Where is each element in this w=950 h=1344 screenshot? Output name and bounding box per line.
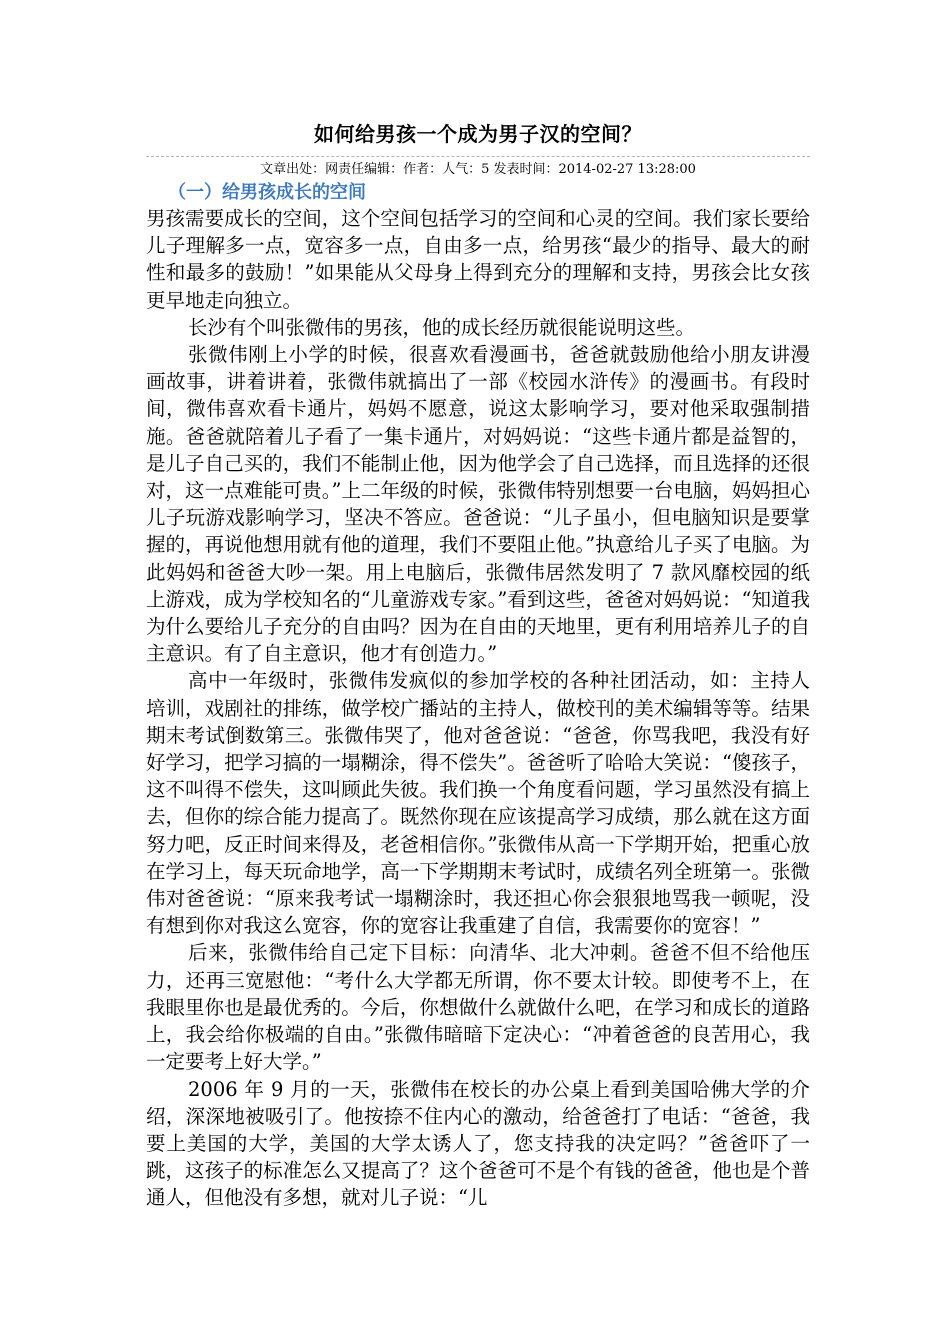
- section-heading: （一）给男孩成长的空间: [168, 182, 366, 203]
- paragraph-6: 2006 年 9 月的一天，张微伟在校长的办公桌上看到美国哈佛大学的介绍，深深地被吸引了。他按捺不住内心的激动，给爸爸打了电话：“爸爸，我要上美国的大学，美国的大学太诱人了，您支持我的决定吗？”爸爸吓了一跳，这孩子的标准怎么又提高了？这个爸爸可不是个有钱的爸爸，他也是个普通人，但他没有多想，就对儿子说：“儿: [146, 1077, 810, 1210]
- article-meta: 文章出处：网责任编辑：作者：人气：5 发表时间：2014-02-27 13:28:00: [260, 162, 696, 177]
- paragraph-4: 高中一年级时，张微伟发疯似的参加学校的各种社团活动，如：主持人培训，戏剧社的排练，做学校广播站的主持人，做校刊的美术编辑等等。结果期末考试倒数第三。张微伟哭了，他对爸爸说：“爸爸，你骂我吧，我没有好好学习，把学习搞的一塌糊涂，得不偿失”。爸爸听了哈哈大笑说：“傻孩子，这不叫得不偿失，这叫顾此失彼。我们换一个角度看问题，学习虽然没有搞上去，但你的综合能力提高了。既然你现在应该提高学习成绩，那么就在这方面努力吧，反正时间来得及，老爸相信你。”张微伟从高一下学期开始，把重心放在学习上，每天玩命地学，高一下学期期末考试时，成绩名列全班第一。张微伟对爸爸说：“原来我考试一塌糊涂时，我还担心你会狠狠地骂我一顿呢，没有想到你对我这么宽容，你的宽容让我重建了自信，我需要你的宽容！”: [146, 669, 810, 938]
- paragraph-intro: 男孩需要成长的空间，这个空间包括学习的空间和心灵的空间。我们家长要给儿子理解多一点，宽容多一点，自由多一点，给男孩“最少的指导、最大的耐性和最多的鼓励！”如果能从父母身上得到充分的理解和支持，男孩会比女孩更早地走向独立。: [146, 207, 810, 312]
- paragraph-3: 张微伟刚上小学的时候，很喜欢看漫画书，爸爸就鼓励他给小朋友讲漫画故事，讲着讲着，张微伟就搞出了一部《校园水浒传》的漫画书。有段时间，微伟喜欢看卡通片，妈妈不愿意，说这太影响学习，要对他采取强制措施。爸爸就陪着儿子看了一集卡通片，对妈妈说：“这些卡通片都是益智的，是儿子自己买的，我们不能制止他，因为他学会了自己选择，而且选择的还很对，这一点难能可贵。”上二年级的时候，张微伟特别想要一台电脑，妈妈担心儿子玩游戏影响学习，坚决不答应。爸爸说：“儿子虽小，但电脑知识是要掌握的，再说他想用就有他的道理，我们不要阻止他。”执意给儿子买了电脑。为此妈妈和爸爸大吵一架。用上电脑后，张微伟居然发明了 7 款风靡校园的纸上游戏，成为学校知名的“儿童游戏专家。”看到这些，爸爸对妈妈说：“知道我为什么要给儿子充分的自由吗？因为在自由的天地里，更有利用培养儿子的自主意识。有了自主意识，他才有创造力。”: [146, 343, 810, 666]
- paragraph-5: 后来，张微伟给自己定下目标：向清华、北大冲刺。爸爸不但不给他压力，还再三宽慰他：“考什么大学都无所谓，你不要太计较。即使考不上，在我眼里你也是最优秀的。今后，你想做什么就做什么吧，在学习和成长的道路上，我会给你极端的自由。”张微伟暗暗下定决心：“冲着爸爸的良苦用心，我一定要考上好大学。”: [146, 941, 810, 1074]
- article-title: 如何给男孩一个成为男子汉的空间？: [314, 122, 642, 146]
- paragraph-2: 长沙有个叫张微伟的男孩，他的成长经历就很能说明这些。: [188, 315, 696, 339]
- title-divider: [146, 156, 810, 157]
- article: [146, 118, 810, 1212]
